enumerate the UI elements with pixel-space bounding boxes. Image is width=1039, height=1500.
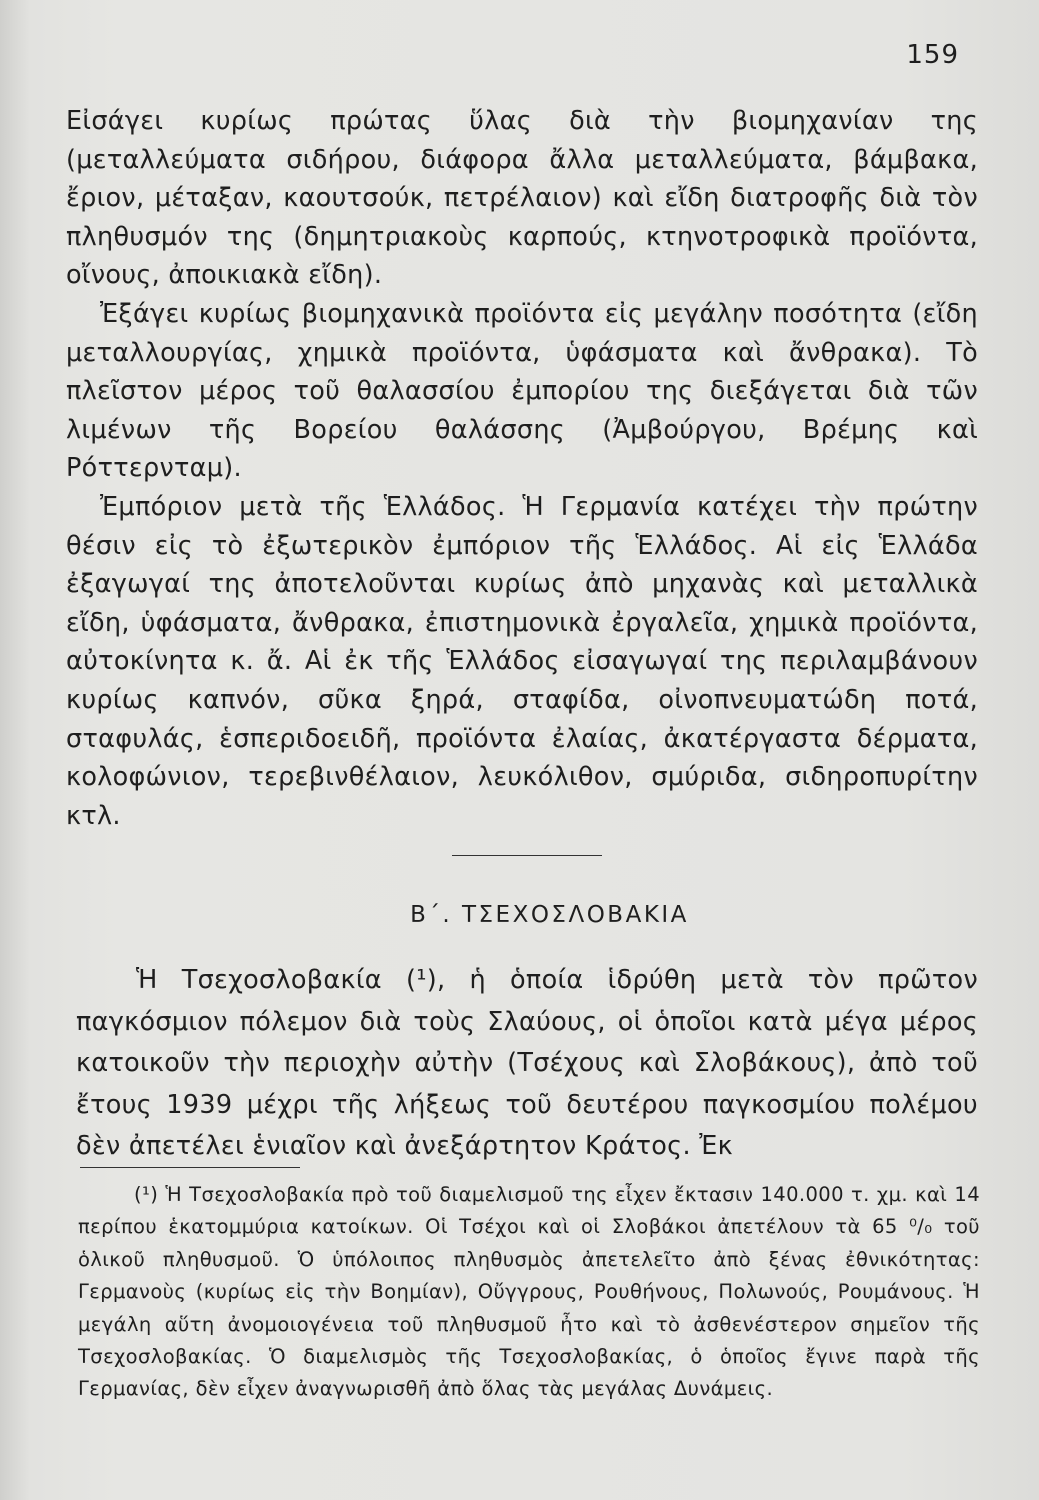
paragraph-czechoslovakia: Ἡ Τσεχοσλοβακία (¹), ἡ ὁποία ἱδρύθη μετὰ τὸν πρῶτον παγκόσμιον πόλεμον διὰ τοὺς Σλαύους, οἱ ὁποῖοι κατὰ μέγα μέρος κατοικοῦν τὴν περιοχὴν αὐτὴν (Τσέχους καὶ Σλοβάκους), ἀπὸ τοῦ ἔτους 1939 μέχρι τῆς λήξεως τοῦ δευτέρου παγκοσμίου πολέμου δὲν ἀπετέλει ἑνιαῖον καὶ ἀνεξάρτητον Κράτος. Ἐκ <box>76 965 978 1161</box>
page-number: 159 <box>906 40 959 70</box>
paragraph-imports: Εἰσάγει κυρίως πρώτας ὕλας διὰ τὴν βιομηχανίαν της (μεταλλεύματα σιδήρου, διάφορα ἄλλα μεταλλεύματα, βάμβακα, ἔριον, μέταξαν, καουτσούκ, πετρέλαιον) καὶ εἴδη διατροφῆς διὰ τὸν πληθυσμόν της (δημητριακοὺς καρπούς, κτηνοτροφικὰ προϊόντα, οἴνους, ἀποικιακὰ εἴδη). <box>66 106 978 291</box>
footnote-text: (¹) Ἡ Τσεχοσλοβακία πρὸ τοῦ διαμελισμοῦ της εἶχεν ἔκτασιν 140.000 τ. χμ. καὶ 14 περίπου ἑκατομμύρια κατοίκων. Οἱ Τσέχοι καὶ οἱ Σλοβάκοι ἀπετέλουν τὰ 65 ⁰/₀ τοῦ ὁλικοῦ πληθυσμοῦ. Ὁ ὑπόλοιπος πληθυσμὸς ἀπετελεῖτο ἀπὸ ξένας ἐθνικότητας: Γερμανοὺς (κυρίως εἰς τὴν Βοημίαν), Οὔγγρους, Ρουθήνους, Πολωνούς, Ρουμάνους. Ἡ μεγάλη αὕτη ἀνομοιογένεια τοῦ πληθυσμοῦ ἦτο καὶ τὸ ἀσθενέστερον σημεῖον τῆς Τσεχοσλοβακίας. Ὁ διαμελισμὸς τῆς Τσεχοσλοβακίας, ὁ ὁποῖος ἔγινε παρὰ τῆς Γερμανίας, δὲν εἶχεν ἀναγνωρισθῆ ἀπὸ ὅλας τὰς μεγάλας Δυνάμεις. <box>78 1183 980 1401</box>
footnote-divider <box>80 1167 300 1168</box>
main-text <box>66 102 978 835</box>
section-heading: Β΄. ΤΣΕΧΟΣΛΟΒΑΚΙΑ <box>410 902 689 928</box>
footnote <box>78 1179 980 1406</box>
section-divider <box>452 855 602 856</box>
paragraph-trade-with-greece: Ἐμπόριον μετὰ τῆς Ἑλλάδος. Ἡ Γερμανία κατέχει τὴν πρώτην θέσιν εἰς τὸ ἐξωτερικὸν ἐμπόριον τῆς Ἑλλάδος. Αἱ εἰς Ἑλλάδα ἐξαγωγαί της ἀποτελοῦνται κυρίως ἀπὸ μηχανὰς καὶ μεταλλικὰ εἴδη, ὑφάσματα, ἄνθρακα, ἐπιστημονικὰ ἐργαλεῖα, χημικὰ προϊόντα, αὐτοκίνητα κ. ἄ. Αἱ ἐκ τῆς Ἑλλάδος εἰσαγωγαί της περιλαμβάνουν κυρίως καπνόν, σῦκα ξηρά, σταφίδα, οἰνοπνευματώδη ποτά, σταφυλάς, ἑσπεριδοειδῆ, προϊόντα ἐλαίας, ἀκατέργαστα δέρματα, κολοφώνιον, τερεβινθέλαιον, λευκόλιθον, σμύριδα, σιδηροπυρίτην κτλ. <box>66 491 978 831</box>
paragraph-exports: Ἐξάγει κυρίως βιομηχανικὰ προϊόντα εἰς μεγάλην ποσότητα (εἴδη μεταλλουργίας, χημικὰ προϊόντα, ὑφάσματα καὶ ἄνθρακα). Τὸ πλεῖστον μέρος τοῦ θαλασσίου ἐμπορίου της διεξάγεται διὰ τῶν λιμένων τῆς Βορείου θαλάσσης (Ἀμβούργου, Βρέμης καὶ Ρόττερνταμ). <box>66 298 978 484</box>
section-text <box>76 960 978 1168</box>
